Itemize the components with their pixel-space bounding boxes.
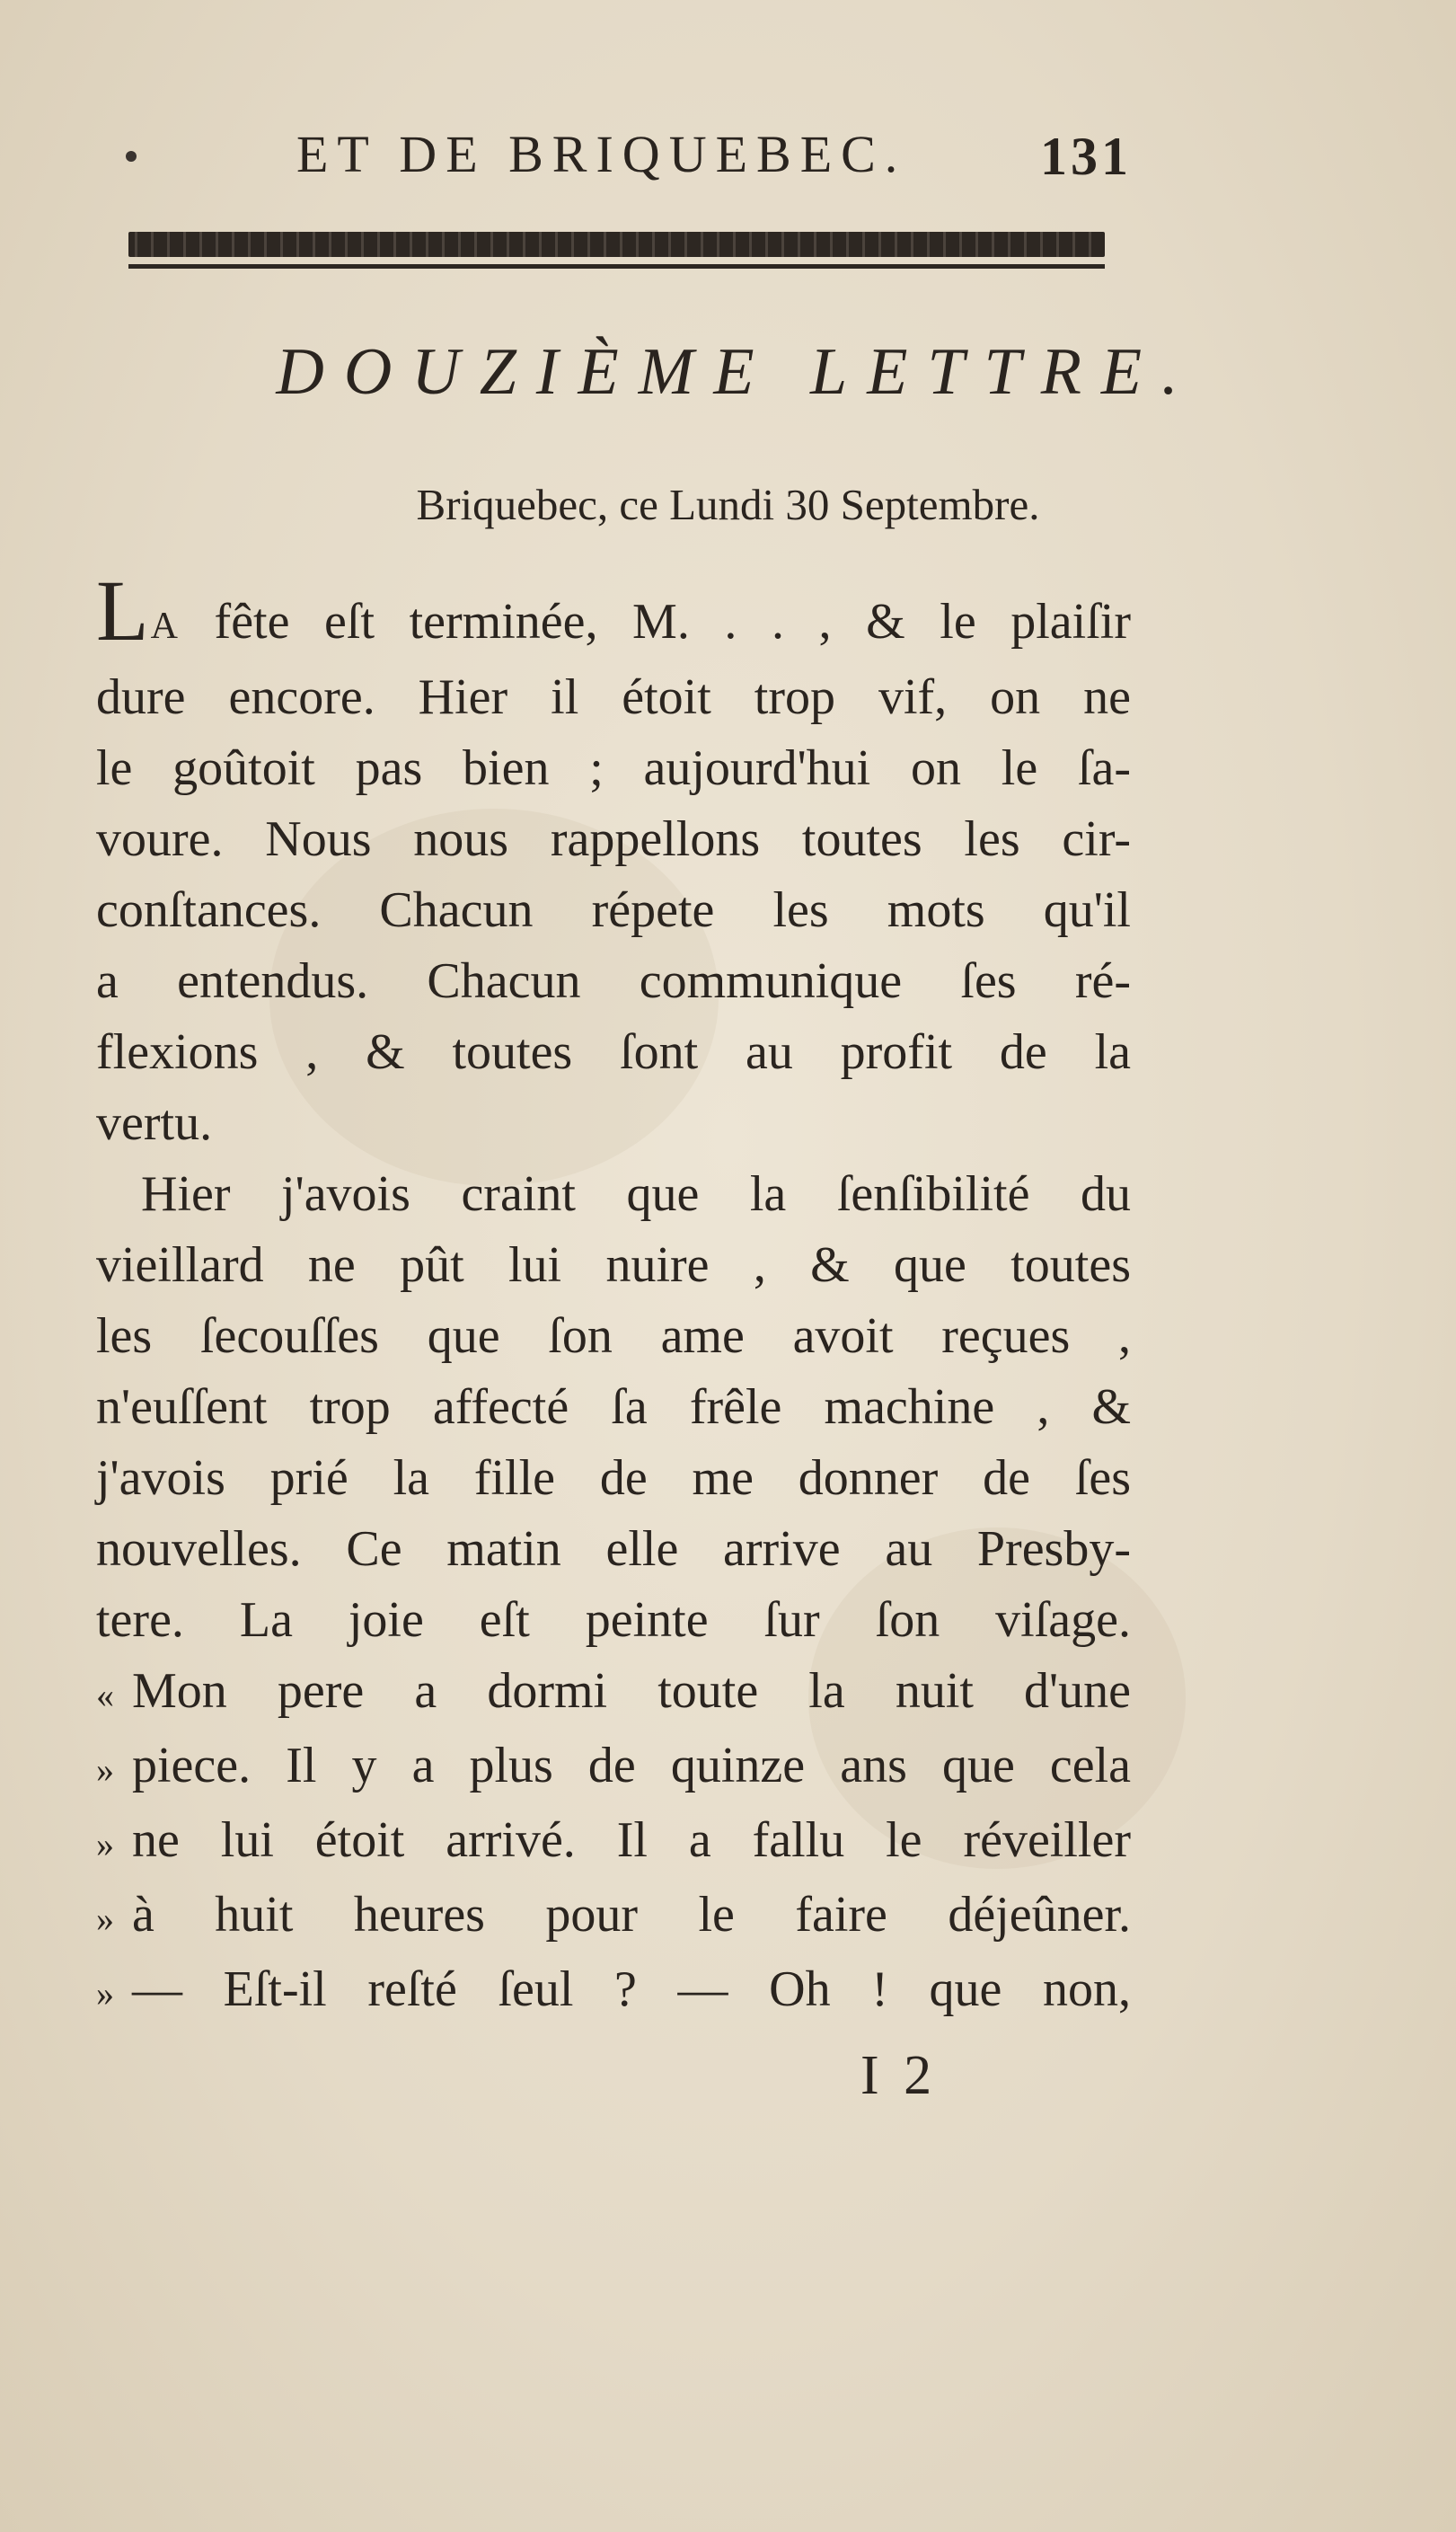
quote-mark: » bbox=[96, 1749, 114, 1790]
quote-mark: « bbox=[96, 1675, 114, 1715]
letter-dateline: Briquebec, ce Lundi 30 Septembre. bbox=[416, 480, 1040, 529]
text-line: Hier j'avois craint que la ſenſibilité du bbox=[141, 1166, 1131, 1222]
page-number: 131 bbox=[1040, 127, 1132, 186]
quoted-line bbox=[96, 1731, 1131, 1805]
text-line: conſtances. Chacun répete les mots qu'il bbox=[96, 882, 1131, 938]
quoted-line bbox=[96, 1805, 1131, 1880]
quoted-line bbox=[96, 1880, 1131, 1954]
quote-mark: » bbox=[96, 1824, 114, 1864]
text-line: voure. Nous nous rappellons toutes les cir- bbox=[96, 811, 1131, 867]
line-text: fête eſt terminée, M. . . , & le plaiſir bbox=[179, 594, 1131, 650]
text-line: le goûtoit pas bien ; aujourd'hui on le ſa- bbox=[96, 740, 1131, 796]
printer-dot bbox=[126, 151, 137, 162]
text-line bbox=[96, 562, 1131, 662]
thin-rule bbox=[128, 264, 1105, 269]
text-line: j'avois prié la fille de me donner de ſes bbox=[96, 1450, 1131, 1506]
quote-mark: » bbox=[96, 1973, 114, 2014]
line-text: piece. Il y a plus de quinze ans que cela bbox=[132, 1738, 1131, 1793]
header-rule bbox=[128, 232, 1105, 273]
text-line: nouvelles. Ce matin elle arrive au Presby- bbox=[96, 1521, 1131, 1577]
text-line: a entendus. Chacun communique ſes ré- bbox=[96, 953, 1131, 1009]
body-text bbox=[96, 562, 1131, 2029]
paragraph-2 bbox=[96, 1159, 1131, 2029]
quote-mark: » bbox=[96, 1899, 114, 1939]
quoted-line bbox=[96, 1656, 1131, 1731]
text-line: vertu. bbox=[96, 1095, 213, 1151]
text-line: n'euſſent trop affecté ſa frêle machine , & bbox=[96, 1379, 1131, 1435]
quoted-line bbox=[96, 1954, 1131, 2029]
line-text: — Eſt-il reſté ſeul ? — Oh ! que non, bbox=[132, 1961, 1131, 2017]
line-text: à huit heures pour le faire déjeûner. bbox=[132, 1887, 1131, 1943]
line-text: ne lui étoit arrivé. Il a fallu le réveiller bbox=[132, 1812, 1131, 1868]
line-text: Mon pere a dormi toute la nuit d'une bbox=[132, 1663, 1131, 1719]
text-line: vieillard ne pût lui nuire , & que toutes bbox=[96, 1237, 1131, 1293]
ornamental-rule bbox=[128, 232, 1105, 257]
small-cap-letter: A bbox=[150, 606, 180, 647]
running-header bbox=[126, 124, 1132, 196]
letter-heading: DOUZIÈME LETTRE. bbox=[276, 335, 1198, 409]
text-line: flexions , & toutes ſont au profit de la bbox=[96, 1024, 1131, 1080]
signature-mark: I 2 bbox=[860, 2045, 938, 2106]
running-head-title: ET DE BRIQUEBEC. bbox=[296, 125, 907, 183]
text-line: dure encore. Hier il étoit trop vif, on ne bbox=[96, 669, 1131, 725]
text-line: les ſecouſſes que ſon ame avoit reçues , bbox=[96, 1308, 1131, 1364]
paragraph-1 bbox=[96, 562, 1131, 1159]
drop-cap: L bbox=[96, 562, 149, 659]
text-line: tere. La joie eſt peinte ſur ſon viſage. bbox=[96, 1592, 1131, 1648]
